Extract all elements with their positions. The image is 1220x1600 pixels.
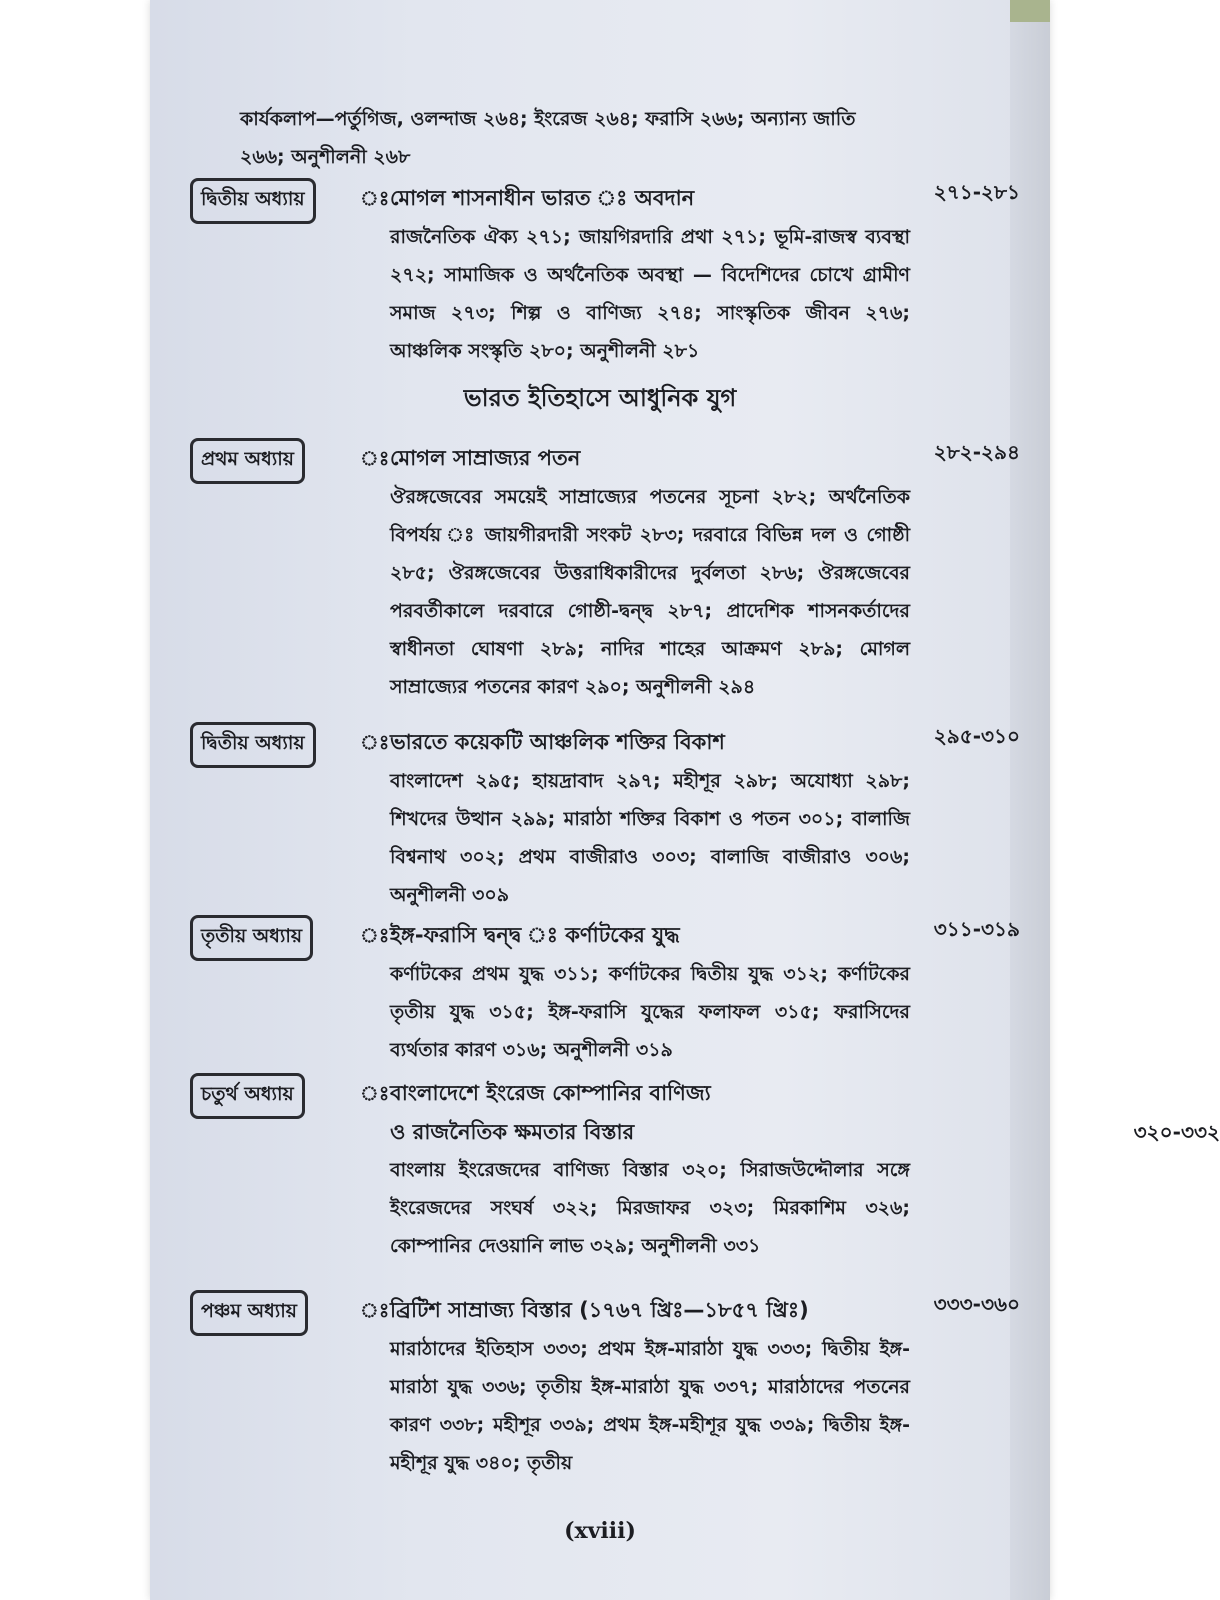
chapter-body: মারাঠাদের ইতিহাস ৩৩৩; প্রথম ইঙ্গ-মারাঠা যুদ্ধ ৩৩৩; দ্বিতীয় ইঙ্গ-মারাঠা যুদ্ধ ৩৩৬; তৃতীয় ইঙ্গ-মারাঠা যুদ্ধ ৩৩৭; মারাঠাদের পতনের কারণ ৩৩৮; মহীশূর ৩৩৯; প্রথম ইঙ্গ-মহীশূর যুদ্ধ ৩৩৯; দ্বিতীয় ইঙ্গ-মহীশূর যুদ্ধ ৩৪০; তৃতীয় — [390, 1338, 910, 1474]
chapter-entry — [190, 438, 1020, 706]
chapter-label: দ্বিতীয় অধ্যায় — [190, 178, 316, 224]
chapter-label: দ্বিতীয় অধ্যায় — [190, 722, 316, 768]
section-heading: ভারত ইতিহাসে আধুনিক যুগ — [463, 384, 737, 412]
background-corner — [1010, 0, 1050, 22]
chapter-body: বাংলাদেশ ২৯৫; হায়দ্রাবাদ ২৯৭; মহীশূর ২৯৮; অযোধ্যা ২৯৮; শিখদের উত্থান ২৯৯; মারাঠা শক্তির বিকাশ ও পতন ৩০১; বালাজি বিশ্বনাথ ৩০২; প্রথম বাজীরাও ৩০৩; বালাজি বাজীরাও ৩০৬; অনুশীলনী ৩০৯ — [390, 770, 910, 906]
chapter-label: প্রথম অধ্যায় — [190, 438, 305, 484]
chapter-label: তৃতীয় অধ্যায় — [190, 915, 313, 961]
chapter-entry — [190, 722, 1020, 914]
chapter-title-line2 — [390, 1113, 1220, 1151]
chapter-title: ব্রিটিশ সাম্রাজ্য বিস্তার (১৭৬৭ খ্রিঃ—১৮৫৭ খ্রিঃ) — [390, 1298, 809, 1322]
chapter-title: ভারতে কয়েকটি আঞ্চলিক শক্তির বিকাশ — [390, 730, 725, 754]
chapter-body: কর্ণাটকের প্রথম যুদ্ধ ৩১১; কর্ণাটকের দ্বিতীয় যুদ্ধ ৩১২; কর্ণাটকের তৃতীয় যুদ্ধ ৩১৫; ইঙ্গ-ফরাসি যুদ্ধের ফলাফল ৩১৫; ফরাসিদের ব্যর্থতার কারণ ৩১৬; অনুশীলনী ৩১৯ — [390, 963, 910, 1061]
prefix-text: কার্যকলাপ—পর্তুগিজ, ওলন্দাজ ২৬৪; ইংরেজ ২৬৪; ফরাসি ২৬৬; অন্যান্য জাতি ২৬৬; অনুশীলনী ২৬৮ — [240, 108, 856, 168]
chapter-title: বাংলাদেশে ইংরেজ কোম্পানির বাণিজ্য — [390, 1081, 711, 1105]
chapter-entry — [190, 1290, 1020, 1482]
colon-separator: ঃ — [360, 730, 390, 754]
page-number: (xviii) — [564, 1518, 636, 1544]
chapter-entry — [190, 1073, 1220, 1265]
colon-separator: ঃ — [360, 1081, 390, 1105]
chapter-pages: ৩১১-৩১৯ — [933, 917, 1020, 941]
chapter-body: ঔরঙ্গজেবের সময়েই সাম্রাজ্যের পতনের সূচনা ২৮২; অর্থনৈতিক বিপর্যয় ঃ জায়গীরদারী সংকট ২৮৩; দরবারে বিভিন্ন দল ও গোষ্ঠী ২৮৫; ঔরঙ্গজেবের উত্তরাধিকারীদের দুর্বলতা ২৮৬; ঔরঙ্গজেবের পরবর্তীকালে দরবারে গোষ্ঠী-দ্বন্দ্ব ২৮৭; প্রাদেশিক শাসনকর্তাদের স্বাধীনতা ঘোষণা ২৮৯; নাদির শাহের আক্রমণ ২৮৯; মোগল সাম্রাজ্যের পতনের কারণ ২৯০; অনুশীলনী ২৯৪ — [390, 486, 910, 698]
chapter-body: বাংলায় ইংরেজদের বাণিজ্য বিস্তার ৩২০; সিরাজউদ্দৌলার সঙ্গে ইংরেজদের সংঘর্ষ ৩২২; মিরজাফর ৩২৩; মিরকাশিম ৩২৬; কোম্পানির দেওয়ানি লাভ ৩২৯; অনুশীলনী ৩৩১ — [390, 1159, 910, 1257]
chapter-title: মোগল শাসনাধীন ভারত ঃ অবদান — [390, 186, 695, 210]
chapter-label: চতুর্থ অধ্যায় — [190, 1073, 305, 1119]
chapter-pages: ২৯৫-৩১০ — [933, 724, 1020, 748]
colon-separator: ঃ — [360, 1298, 390, 1322]
chapter-title: ইঙ্গ-ফরাসি দ্বন্দ্ব ঃ কর্ণাটকের যুদ্ধ — [390, 923, 680, 947]
chapter-pages: ৩২০-৩৩২ — [1133, 1120, 1220, 1144]
chapter-pages: ২৮২-২৯৪ — [933, 440, 1020, 464]
chapter-entry — [190, 178, 1020, 370]
chapter-title-continued: ও রাজনৈতিক ক্ষমতার বিস্তার — [390, 1120, 635, 1144]
chapter-pages: ২৭১-২৮১ — [933, 180, 1020, 204]
colon-separator: ঃ — [360, 446, 390, 470]
colon-separator: ঃ — [360, 923, 390, 947]
chapter-entry — [190, 915, 1020, 1069]
colon-separator: ঃ — [360, 186, 390, 210]
chapter-title: মোগল সাম্রাজ্যর পতন — [390, 446, 581, 470]
chapter-body: রাজনৈতিক ঐক্য ২৭১; জায়গিরদারি প্রথা ২৭১; ভূমি-রাজস্ব ব্যবস্থা ২৭২; সামাজিক ও অর্থনৈতিক অবস্থা — বিদেশিদের চোখে গ্রামীণ সমাজ ২৭৩; শিল্প ও বাণিজ্য ২৭৪; সাংস্কৃতিক জীবন ২৭৬; আঞ্চলিক সংস্কৃতি ২৮০; অনুশীলনী ২৮১ — [390, 226, 910, 362]
chapter-pages: ৩৩৩-৩৬০ — [933, 1292, 1020, 1316]
chapter-label: পঞ্চম অধ্যায় — [190, 1290, 308, 1336]
